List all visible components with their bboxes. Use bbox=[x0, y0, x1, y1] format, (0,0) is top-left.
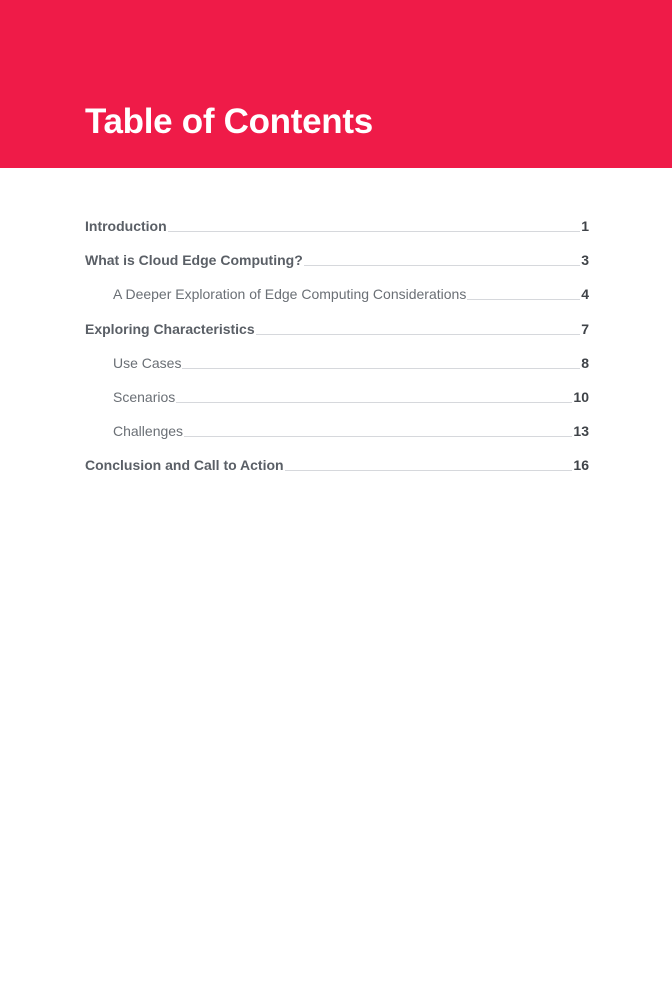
toc-leader-line bbox=[184, 436, 572, 437]
toc-leader-line bbox=[168, 231, 581, 232]
toc-page-number: 3 bbox=[581, 252, 589, 269]
toc-leader-line bbox=[176, 402, 572, 403]
toc-entry-title: Conclusion and Call to Action bbox=[85, 457, 284, 474]
toc-entry-title: Use Cases bbox=[113, 354, 182, 371]
toc-page-number: 4 bbox=[581, 286, 589, 303]
table-of-contents bbox=[85, 212, 589, 486]
toc-entry-title: Exploring Characteristics bbox=[85, 320, 255, 337]
page-title: Table of Contents bbox=[85, 102, 373, 141]
toc-entry-title: Scenarios bbox=[113, 388, 176, 405]
toc-leader-line bbox=[467, 299, 580, 300]
toc-entry-title: A Deeper Exploration of Edge Computing Considerations bbox=[113, 286, 467, 303]
toc-page-number: 16 bbox=[573, 457, 589, 474]
toc-page-number: 10 bbox=[573, 388, 589, 405]
toc-entry-scenarios[interactable] bbox=[85, 383, 589, 407]
toc-page-number: 7 bbox=[581, 320, 589, 337]
toc-entry-exploring-characteristics[interactable] bbox=[85, 315, 589, 339]
toc-page-number: 13 bbox=[573, 423, 589, 440]
toc-entry-deeper-exploration[interactable] bbox=[85, 280, 589, 304]
toc-leader-line bbox=[285, 470, 573, 471]
toc-entry-what-is-cloud-edge-computing[interactable] bbox=[85, 246, 589, 270]
toc-page-number: 1 bbox=[581, 218, 589, 234]
toc-entry-conclusion[interactable] bbox=[85, 451, 589, 475]
toc-entry-use-cases[interactable] bbox=[85, 349, 589, 373]
toc-leader-line bbox=[256, 334, 581, 335]
toc-entry-introduction[interactable] bbox=[85, 212, 589, 236]
toc-leader-line bbox=[182, 368, 580, 369]
header-band bbox=[0, 0, 672, 168]
toc-entry-title: What is Cloud Edge Computing? bbox=[85, 252, 303, 269]
toc-entry-title: Introduction bbox=[85, 218, 167, 234]
toc-leader-line bbox=[304, 265, 580, 266]
toc-entry-title: Challenges bbox=[113, 423, 184, 440]
toc-entry-challenges[interactable] bbox=[85, 417, 589, 441]
toc-page-number: 8 bbox=[581, 354, 589, 371]
